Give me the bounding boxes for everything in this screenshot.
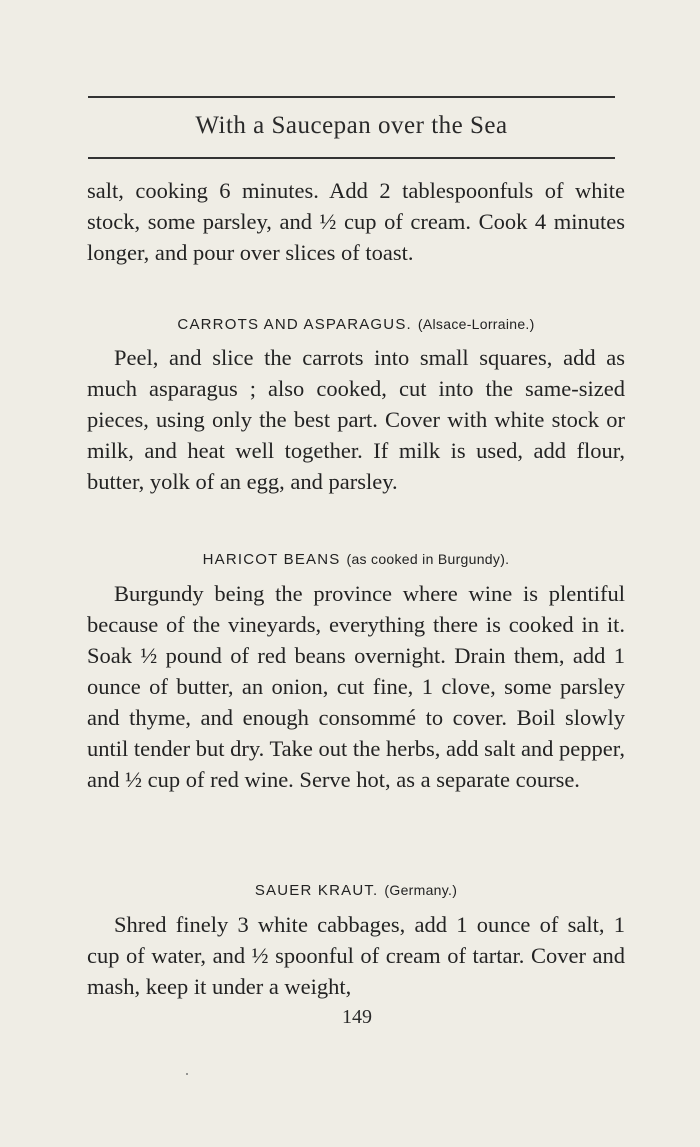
recipe-origin: (as cooked in Burgundy). xyxy=(346,551,510,567)
paper-speck xyxy=(186,1073,188,1075)
running-head: With a Saucepan over the Sea xyxy=(195,112,508,139)
page-number: 149 xyxy=(342,1006,372,1028)
recipe-title: HARICOT BEANS xyxy=(202,551,341,568)
recipe-heading-sauer-kraut xyxy=(87,882,625,899)
recipe-title: CARROTS AND ASPARAGUS. xyxy=(177,316,412,333)
recipe-body-sauer-kraut: Shred finely 3 white cabbages, add 1 ounce of salt, 1 cup of water, and ½ spoonful of cream of tartar. Cover and mash, keep it under a weight, xyxy=(87,912,625,999)
recipe-body-haricot-beans: Burgundy being the province where wine is plentiful because of the vineyards, everything there is cooked in it. Soak ½ pound of red beans overnight. Drain them, add 1 ounce of butter, an onion, cut fine, 1 clove, some parsley and thyme, and enough consommé to cover. Boil slowly until tender but dry. Take out the herbs, add salt and pepper, and ½ cup of red wine. Serve hot, as a separate course. xyxy=(87,581,626,792)
recipe-origin: (Alsace-Lorraine.) xyxy=(417,316,535,332)
recipe-origin: (Germany.) xyxy=(384,882,458,898)
recipe-heading-haricot-beans xyxy=(87,551,625,568)
recipe-heading-carrots-asparagus xyxy=(87,316,625,333)
header-top-rule xyxy=(88,96,615,98)
header-bottom-rule xyxy=(88,157,615,159)
continued-paragraph: salt, cooking 6 minutes. Add 2 tablespoonfuls of white stock, some parsley, and ½ cup of cream. Cook 4 minutes longer, and pour over slices of toast. xyxy=(87,178,625,265)
recipe-title: SAUER KRAUT. xyxy=(254,882,379,899)
recipe-body-carrots-asparagus: Peel, and slice the carrots into small squares, add as much asparagus ; also cooked, cut into the same-sized pieces, using only the best part. Cover with white stock or milk, and heat well together. If milk is used, add flour, butter, yolk of an egg, and parsley. xyxy=(87,345,625,494)
